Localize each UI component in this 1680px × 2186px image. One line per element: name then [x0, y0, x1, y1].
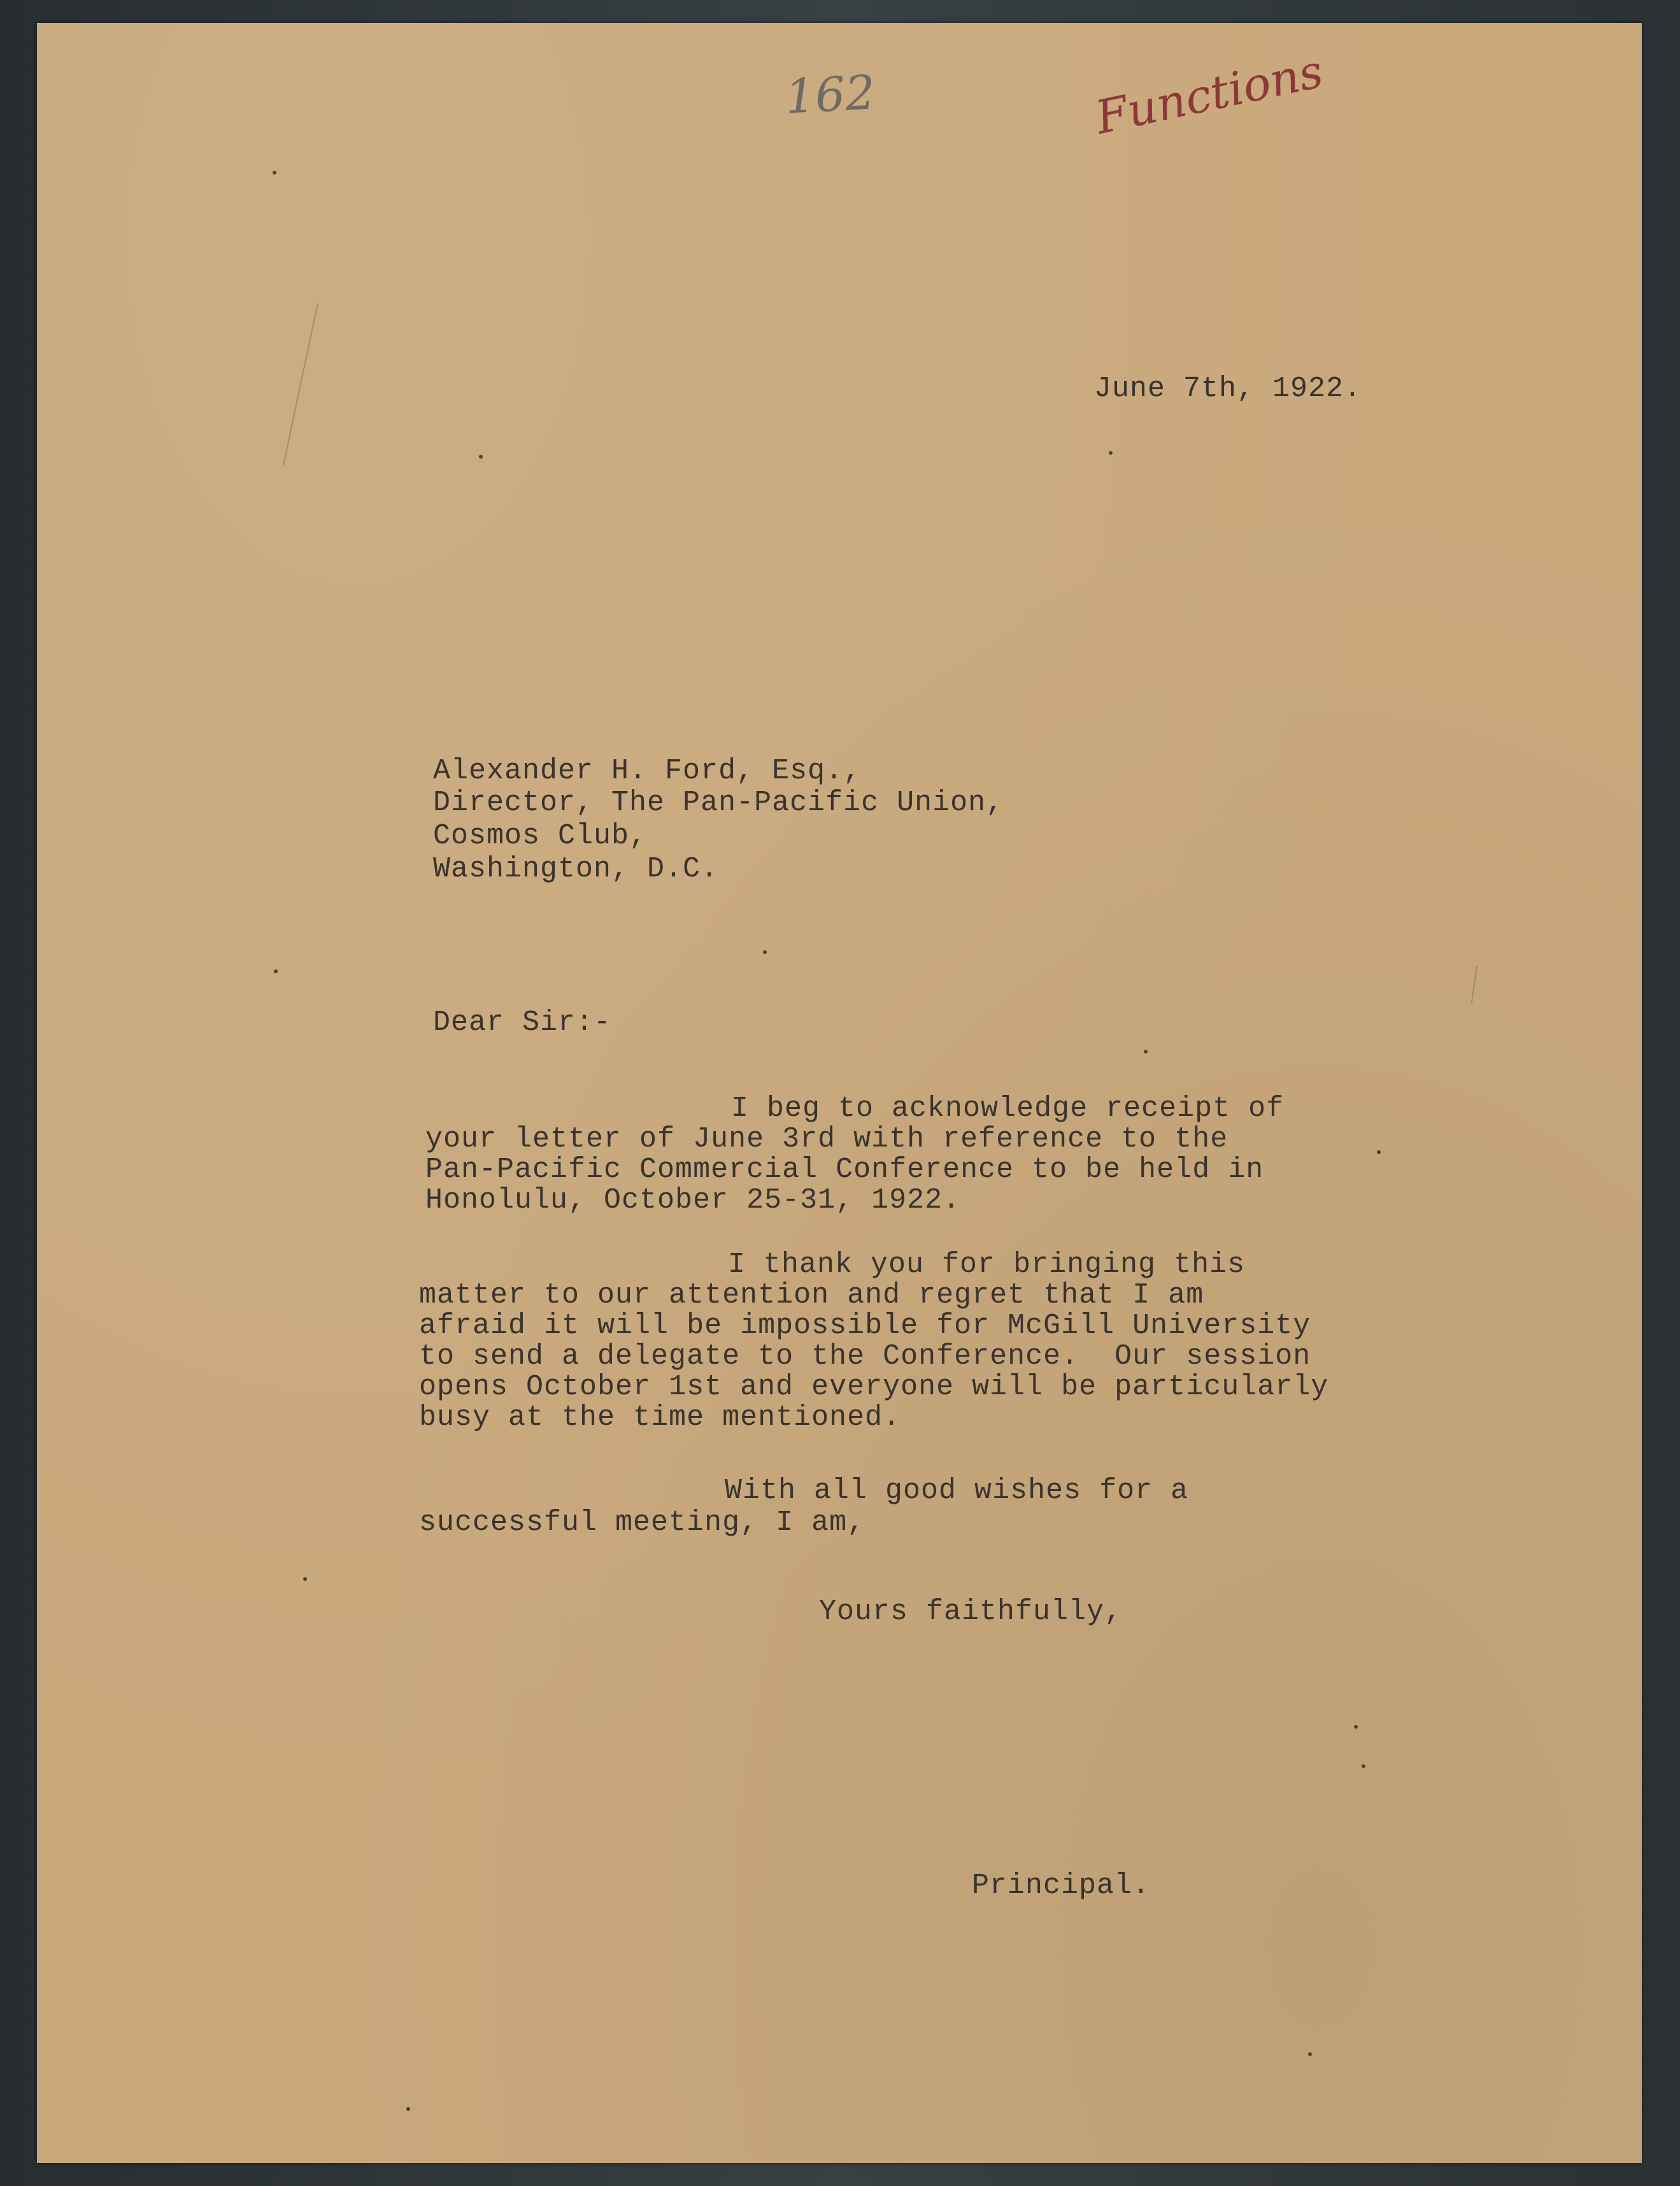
recipient-line: Director, The Pan-Pacific Union, — [433, 787, 1004, 819]
paragraph-line: busy at the time mentioned. — [419, 1401, 901, 1434]
paper-speck — [1144, 1050, 1148, 1054]
paragraph-line: I beg to acknowledge receipt of — [731, 1092, 1285, 1125]
paragraph-line: afraid it will be impossible for McGill University — [419, 1310, 1311, 1342]
paragraph-line: your letter of June 3rd with reference to the — [425, 1123, 1228, 1155]
paper-speck — [303, 1577, 307, 1581]
paper-speck — [1354, 1725, 1358, 1729]
paper-speck — [479, 455, 483, 459]
paper-speck — [273, 171, 276, 175]
complimentary-close: Yours faithfully, — [819, 1596, 1123, 1628]
paper-scratch — [283, 303, 318, 466]
paper-speck — [406, 2107, 410, 2111]
paper-scratch — [1471, 966, 1477, 1004]
signature-title: Principal. — [972, 1869, 1151, 1902]
paper-speck — [763, 950, 767, 954]
salutation: Dear Sir:- — [433, 1006, 612, 1039]
recipient-line: Washington, D.C. — [433, 853, 719, 885]
paper-speck — [1109, 451, 1113, 455]
paragraph-line: With all good wishes for a — [725, 1475, 1189, 1507]
paragraph-line: Honolulu, October 25-31, 1922. — [425, 1184, 961, 1217]
paragraph-line: opens October 1st and everyone will be particularly — [419, 1371, 1329, 1403]
paragraph-line: successful meeting, I am, — [419, 1506, 865, 1539]
letter-page — [37, 23, 1642, 2163]
red-ink-subject-note: Functions — [1091, 44, 1328, 145]
paper-speck — [1377, 1150, 1381, 1154]
paper-speck — [1308, 2052, 1312, 2056]
pencil-page-number: 162 — [783, 65, 877, 125]
paragraph-line: to send a delegate to the Conference. Our session — [419, 1340, 1311, 1373]
paragraph-line: I thank you for bringing this — [728, 1248, 1246, 1281]
paper-speck — [274, 969, 278, 973]
paragraph-line: matter to our attention and regret that I am — [419, 1279, 1204, 1311]
paper-speck — [1362, 1764, 1365, 1768]
letter-date: June 7th, 1922. — [1094, 373, 1362, 405]
paragraph-line: Pan-Pacific Commercial Conference to be held in — [425, 1154, 1264, 1186]
recipient-line: Cosmos Club, — [433, 820, 648, 852]
recipient-line: Alexander H. Ford, Esq., — [433, 755, 862, 787]
